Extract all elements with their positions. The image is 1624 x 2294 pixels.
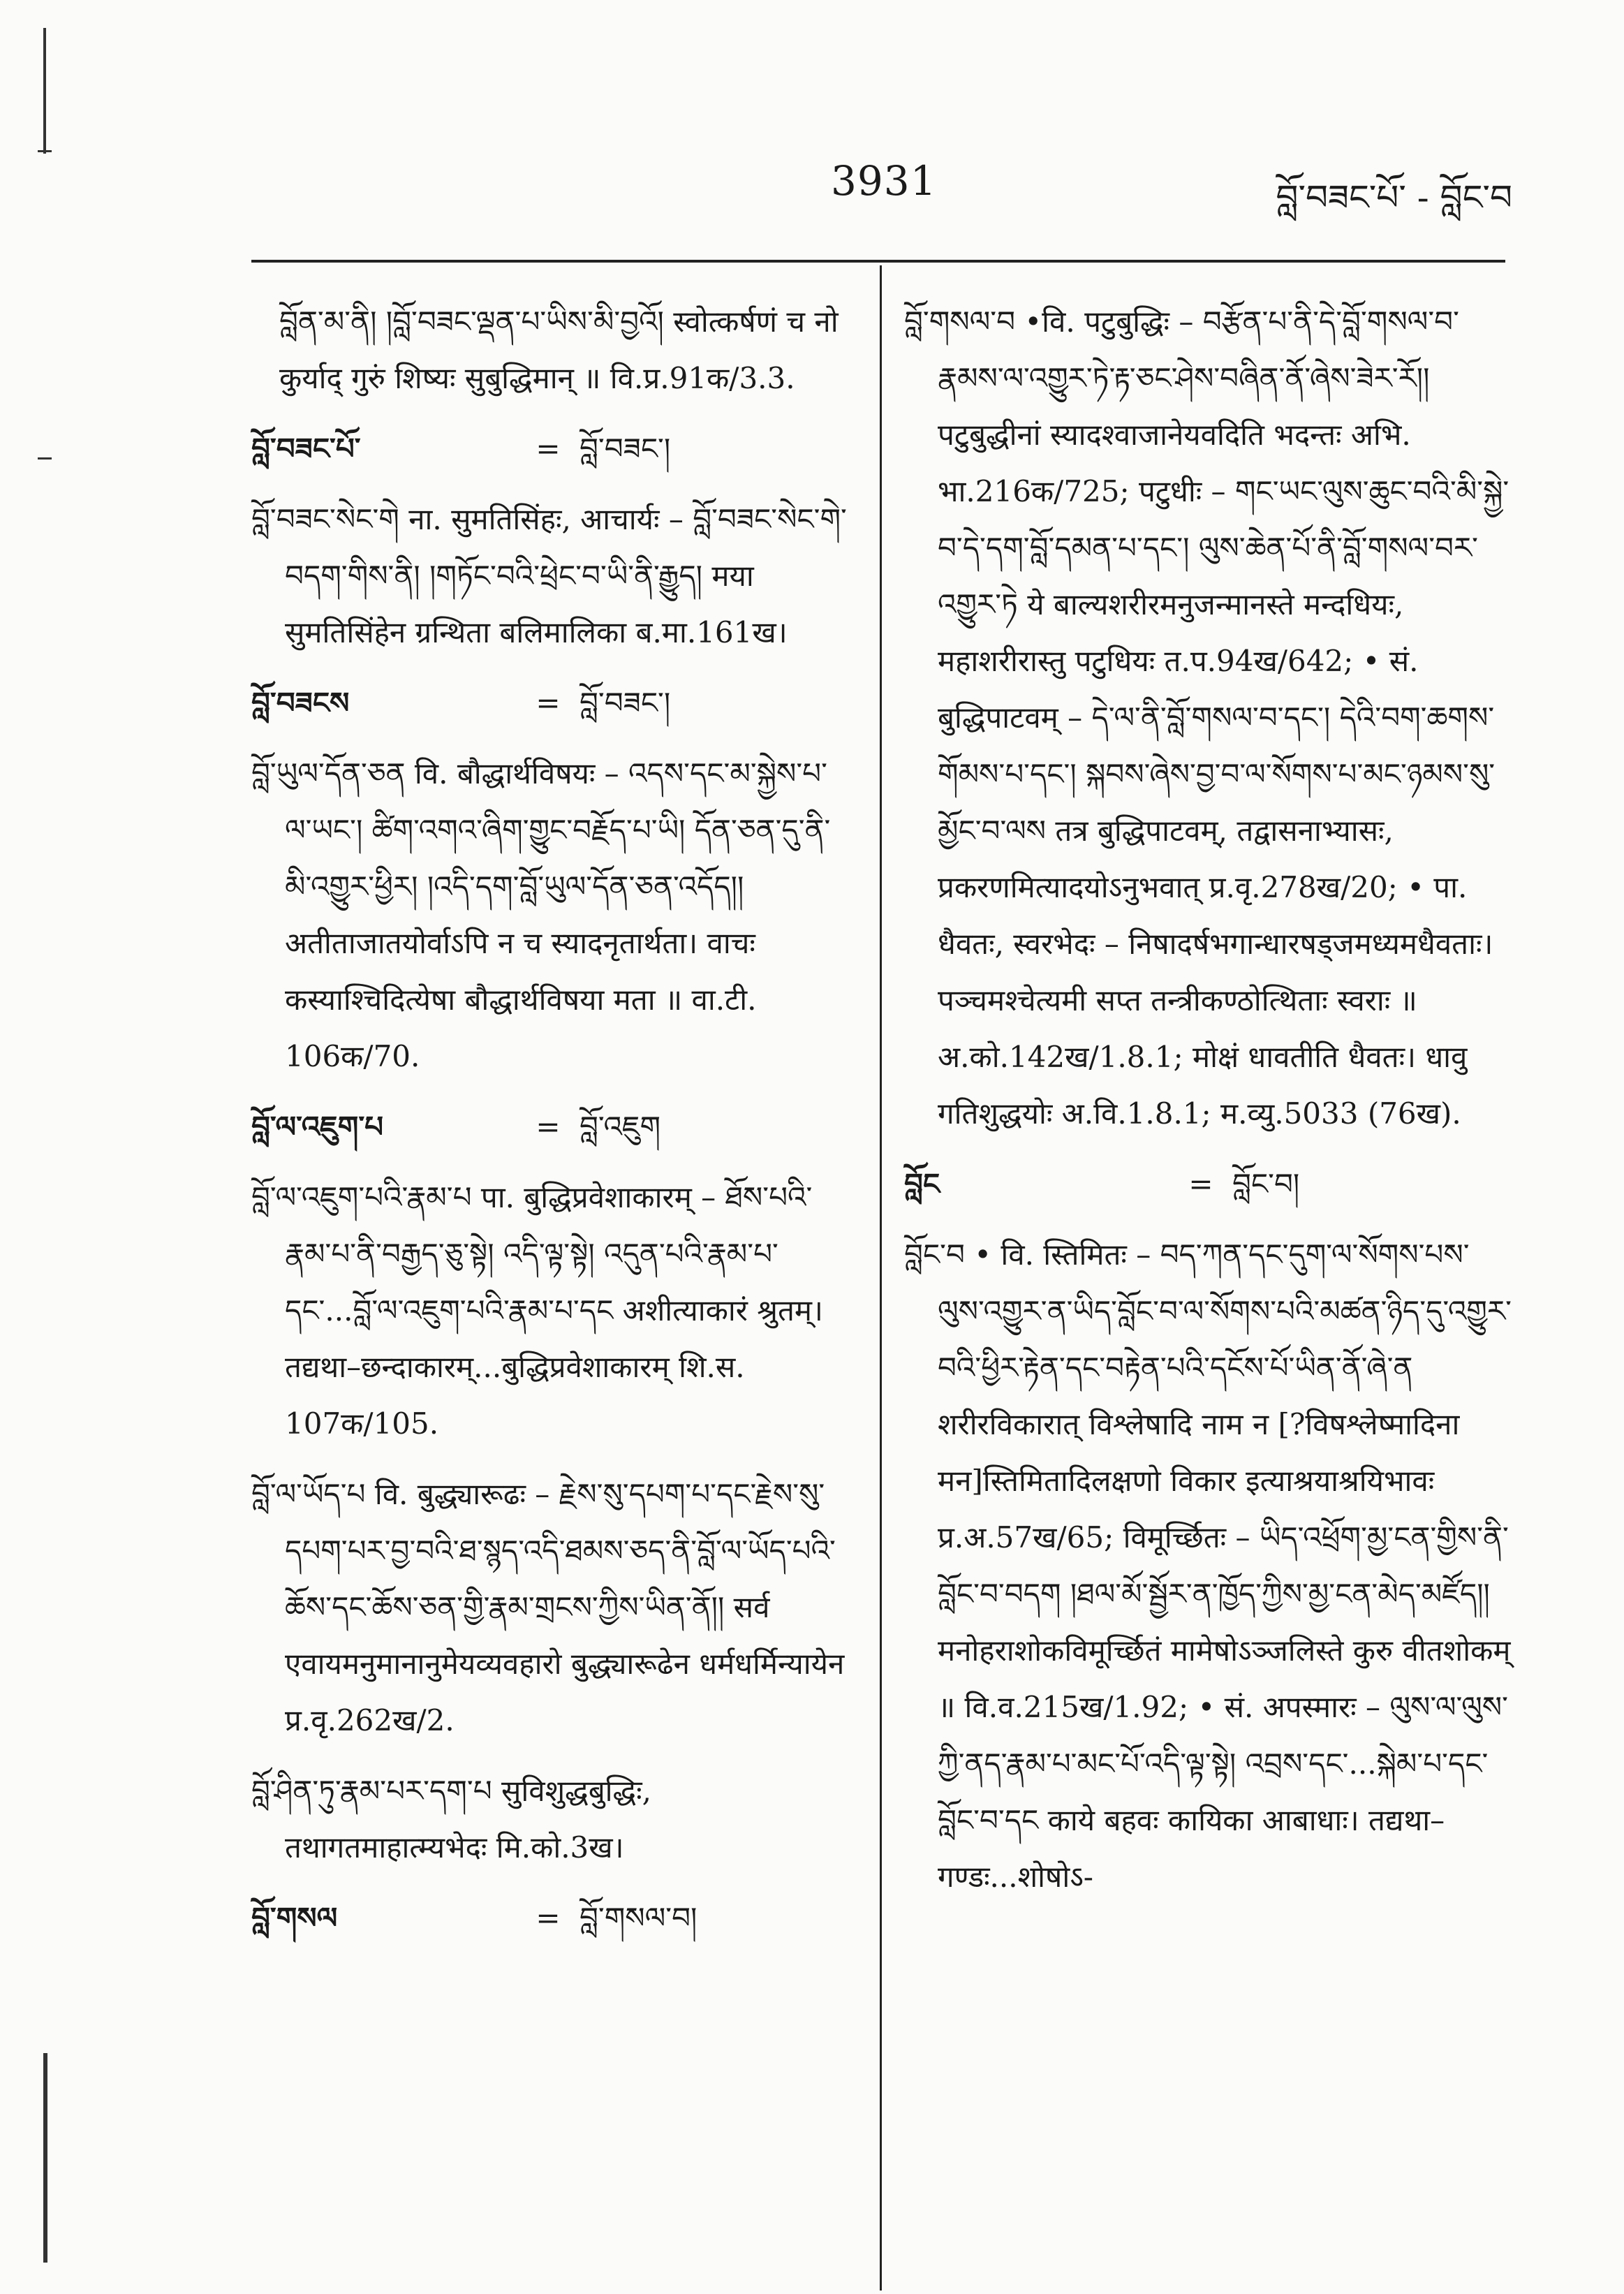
dictionary-entry xyxy=(904,293,1515,1142)
margin-mark xyxy=(43,28,46,154)
xref-headword: བློང xyxy=(904,1167,940,1201)
margin-tick xyxy=(38,457,52,459)
entry-text: བློང་བ • वि. स्तिमितः – བད་ཀན་དང་དུག་ལ་སོགས་པས་ལུས་འགྱུར་ན་ཡིད་བློང་བ་ལ་སོགས་པའི་མཚན་ཉིད་དུ་འགྱུར་བའི་ཕྱིར་རྟེན་དང་བརྟེན་པའི་དངོས་པོ་ཡིན་ནོ་ཞེ་ན शरीरविकारात् विश्लेषादि नाम न [?विषश्लेष्मादिना मन]स्तिमितादिलक्षणो विकार इत्याश्रयाश्रयिभावः प्र.अ.57ख/65; विमूर्च्छितः – ཡིད་འཕྲོག་མྱ་ངན་གྱིས་ནི་བློང་བ་བདག །ཐལ་མོ་སྦྱོར་ན་ཁྱོད་ཀྱིས་མྱ་ངན་མེད་མཛོད།། मनोहराशोकविमूर्च्छितं मामेषोऽञ्जलिस्ते कुरु वीतशोकम् ॥ वि.व.215ख/1.92; • सं. अपस्मारः – ལུས་ལ་ལུས་ཀྱི་ནད་རྣམ་པ་མང་པོ་འདི་ལྟ་སྟེ། འབྲས་དང་...སྐེམ་པ་དང་བློང་བ་དང काये बहवः कायिका आबाधाः। तद्यथा–गण्डः...शोषोऽ- xyxy=(904,1237,1512,1894)
dictionary-entry xyxy=(904,1226,1515,1905)
xref-target: བློ་བཟང་། xyxy=(580,686,671,720)
entry-text: བློ་བཟང་སེང་གེ ना. सुमतिसिंहः, आचार्यः – བློ་བཟང་སེང་གེ་བདག་གིས་ནི། །གཏོང་བའི་ཕྲེང་བ་ཡི་ནི་རྒྱུད། मया सुमतिसिंहेन ग्रन्थिता बलिमालिका ब.मा.161ख। xyxy=(251,502,847,649)
cross-reference-entry xyxy=(251,1098,848,1155)
xref-equals: = xyxy=(536,1110,561,1144)
xref-equals: = xyxy=(1188,1167,1213,1201)
xref-target: བློ་འཇུག xyxy=(580,1110,661,1144)
entry-text: བློ་ལ་ཡོད་པ वि. बुद्ध्यारूढः – རྗེས་སུ་དཔག་པ་དང་རྗེས་སུ་དཔག་པར་བྱ་བའི་ཐ་སྙད་འདི་ཐམས་ཅད་ནི་བློ་ལ་ཡོད་པའི་ཆོས་དང་ཆོས་ཅན་གྱི་རྣམ་གྲངས་ཀྱིས་ཡིན་ནོ།། सर्व एवायमनुमानानुमेयव्यवहारो बुद्ध्यारूढेन धर्मधर्मिन्यायेन प्र.वृ.262ख/2. xyxy=(251,1477,845,1737)
continued-entry xyxy=(251,293,848,406)
entry-text: བློ་ཤིན་ཏུ་རྣམ་པར་དག་པ सुविशुद्धबुद्धिः, तथागतमाहात्म्यभेदः मि.को.3ख। xyxy=(251,1774,651,1865)
margin-tick xyxy=(38,150,52,152)
dictionary-entry xyxy=(251,1169,848,1452)
dictionary-entry xyxy=(251,745,848,1084)
dictionary-entry xyxy=(251,1763,848,1876)
entry-text: བློ་གསལ་བ •वि. पटुबुद्धिः – བརྩོན་པ་ནི་དེ་བློ་གསལ་བ་རྣམས་ལ་འགྱུར་ཏེ་རྟ་ཅང་ཤེས་བཞིན་ནོ་ཞེས་ཟེར་རོ།། पटुबुद्धीनां स्यादश्वाजानेयवदिति भदन्तः अभि. भा.216क/725; पटुधीः – གང་ཡང་ལུས་ཆུང་བའི་མི་སྐྱེ་བ་དེ་དག་བློ་དམན་པ་དང་། ལུས་ཆེན་པོ་ནི་བློ་གསལ་བར་འགྱུར་ཏེ ये बाल्यशरीरमनुजन्मानस्ते मन्दधियः, महाशरीरास्तु पटुधियः त.प.94ख/642; • सं. बुद्धिपाटवम् – དེ་ལ་ནི་བློ་གསལ་བ་དང་། དེའི་བག་ཆགས་གོམས་པ་དང་། སྐབས་ཞེས་བྱ་བ་ལ་སོགས་པ་མང་ཉམས་སུ་མྱོང་བ་ལས तत्र बुद्धिपाटवम्, तद्वासनाभ्यासः, प्रकरणमित्यादयोऽनुभवात् प्र.वृ.278ख/20; • पा. धैवतः, स्वरभेदः – निषादर्षभगान्धारषड्जमध्यमधैवताः। पञ्चमश्चेत्यमी सप्त तन्त्रीकण्ठोत्थिताः स्वराः ॥ अ.को.142ख/1.8.1; मोक्षं धावतीति धैवतः। धावु गतिशुद्धयोः अ.वि.1.8.1; म.व्यु.5033 (76ख). xyxy=(904,304,1509,1131)
xref-target: བློ་གསལ་བ། xyxy=(580,1901,697,1935)
left-column xyxy=(251,293,848,1960)
xref-headword: བློ་གསལ xyxy=(251,1901,338,1935)
xref-equals: = xyxy=(536,432,561,466)
cross-reference-entry xyxy=(251,420,848,477)
xref-headword: བློ་བཟངས xyxy=(251,686,350,720)
dictionary-entry xyxy=(251,491,848,661)
right-column xyxy=(904,293,1515,1919)
entry-text: བློན་མ་ནི། །བློ་བཟང་ལྡན་པ་ཡིས་མི་བྱའོ། स्वोत्कर्षणं च नो कुर्याद् गुरुं शिष्यः सुबुद्धिमान् ॥ वि.प्र.91क/3.3. xyxy=(279,304,839,395)
top-rule xyxy=(251,260,1505,263)
xref-equals: = xyxy=(536,686,561,720)
margin-mark xyxy=(43,2053,47,2263)
entry-text: བློ་ཡུལ་དོན་ཅན वि. बौद्धार्थविषयः – འདས་དང་མ་སྐྱེས་པ་ལ་ཡང་། ཚིག་འགའ་ཞིག་གྱུང་བརྗོད་པ་ཡི། དོན་ཅན་དུ་ནི་མི་འགྱུར་ཕྱིར། །འདི་དག་བློ་ཡུལ་དོན་ཅན་འདོད།། अतीताजातयोर्वाऽपि न च स्यादनृतार्थता। वाचः कस्याश्चिदित्येषा बौद्धार्थविषया मता ॥ वा.टी. 106क/70. xyxy=(251,756,831,1073)
dictionary-entry xyxy=(251,1466,848,1749)
page-number: 3931 xyxy=(831,157,937,205)
xref-equals: = xyxy=(536,1901,561,1935)
entry-text: བློ་ལ་འཇུག་པའི་རྣམ་པ पा. बुद्धिप्रवेशाकारम् – ཐོས་པའི་རྣམ་པ་ནི་བརྒྱད་ཅུ་སྟེ། འདི་ལྟ་སྟེ། འདུན་པའི་རྣམ་པ་དང་...བློ་ལ་འཇུག་པའི་རྣམ་པ་དང अशीत्याकारं श्रुतम्। तद्यथा–छन्दाकारम्...बुद्धिप्रवेशाकारम् शि.स. 107क/105. xyxy=(251,1180,823,1441)
running-head: བློ་བཟང་པོ་ - བློང་བ xyxy=(1276,177,1512,218)
xref-target: བློ་བཟང་། xyxy=(580,432,671,466)
cross-reference-entry xyxy=(251,675,848,731)
xref-headword: བློ་བཟང་པོ་ xyxy=(251,432,361,466)
xref-headword: བློ་ལ་འཇུག་པ xyxy=(251,1110,384,1144)
column-divider xyxy=(880,265,882,2291)
cross-reference-entry xyxy=(904,1156,1515,1212)
cross-reference-entry xyxy=(251,1890,848,1946)
xref-target: བློང་བ། xyxy=(1232,1167,1300,1201)
